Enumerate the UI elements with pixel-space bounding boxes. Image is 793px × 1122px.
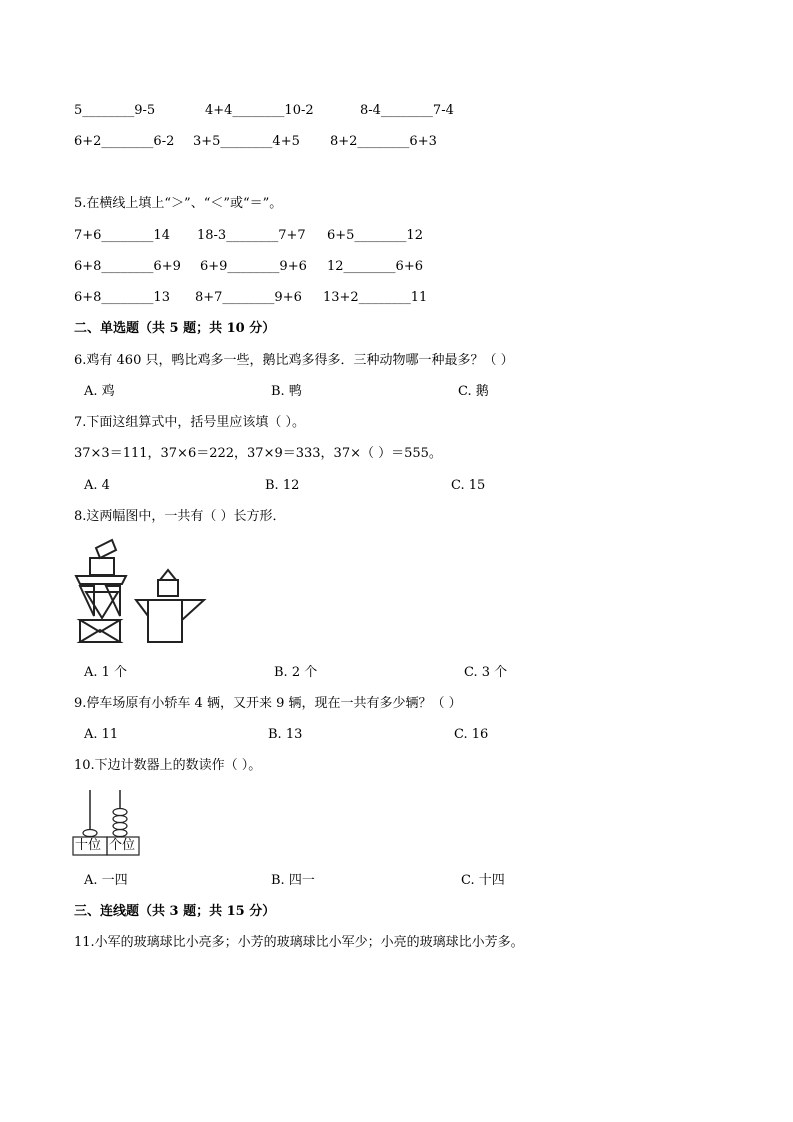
- q8-text: 8.这两幅图中，一共有（ ）长方形．: [74, 509, 286, 524]
- tens-beads: [83, 830, 97, 837]
- q5-row-3-col3: 13+2________11: [323, 290, 428, 305]
- q4-row-2-col2: [193, 134, 300, 150]
- q4-item: 5________9-5: [74, 103, 156, 118]
- handle-triangle-shape: [182, 600, 204, 620]
- q5-prompt: 5.在横线上填上“＞”、“＜”或“＝”。: [74, 196, 283, 211]
- q6-text: 6.鸡有 460 只，鸭比鸡多一些，鹅比鸡多得多．三种动物哪一种最多？（ ）: [74, 353, 514, 368]
- q4-item: 8-4________7-4: [360, 103, 454, 118]
- q8-option-b[interactable]: B. 2 个: [274, 665, 318, 680]
- q5-row-1-col2: 18-3________7+7: [197, 228, 306, 243]
- q7-formula: 37×3＝111，37×6＝222，37×9＝333，37×（ ）＝555。: [74, 446, 442, 461]
- q5-row-1-col1: 7+6________14: [74, 228, 170, 243]
- q4-row-2-col3: [330, 134, 437, 150]
- q4-row-1-col2: [205, 103, 314, 119]
- q8-figures: [74, 536, 209, 648]
- abacus-bead: [113, 823, 127, 830]
- q9-option-b[interactable]: B. 13: [268, 727, 303, 742]
- q4-item: 8+2________6+3: [330, 134, 437, 149]
- q4-item: 4+4________10-2: [205, 103, 314, 118]
- roof-triangle-shape: [160, 570, 176, 580]
- q6-option-c[interactable]: C. 鹅: [458, 384, 489, 399]
- abacus-ones-label: 个位: [109, 838, 136, 853]
- q4-row-1-col3: [360, 103, 454, 119]
- q7-option-b[interactable]: B. 12: [265, 478, 300, 493]
- tilted-square-shape: [96, 540, 116, 558]
- abacus-bead: [113, 830, 127, 837]
- q5-row-3-col2: 8+7________9+6: [195, 290, 302, 305]
- body-square-shape: [148, 600, 182, 642]
- q10-option-a[interactable]: A. 一四: [84, 873, 128, 888]
- q4-row-2: [74, 134, 174, 150]
- q10-option-b[interactable]: B. 四一: [271, 873, 315, 888]
- ones-beads: [113, 809, 127, 837]
- q6-option-a[interactable]: A. 鸡: [84, 384, 115, 399]
- q9-option-a[interactable]: A. 11: [84, 727, 119, 742]
- q6-option-b[interactable]: B. 鸭: [271, 384, 302, 399]
- q8-option-c[interactable]: C. 3 个: [464, 665, 508, 680]
- q8-option-a[interactable]: A. 1 个: [84, 665, 128, 680]
- q4-item: 6+2________6-2: [74, 134, 175, 149]
- abacus-tens-label: 十位: [75, 838, 102, 853]
- section-3-title: 三、连线题（共 3 题；共 15 分）: [74, 904, 276, 919]
- q9-text: 9.停车场原有小轿车 4 辆，又开来 9 辆，现在一共有多少辆？（ ）: [74, 696, 462, 711]
- body-top-rectangle-shape: [158, 580, 178, 596]
- spout-triangle-shape: [136, 600, 148, 616]
- abacus-bead: [113, 816, 127, 823]
- q10-text: 10.下边计数器上的数读作（ ）。: [74, 758, 262, 773]
- head-rectangle-shape: [90, 558, 114, 575]
- trapezoid-shape: [76, 576, 126, 584]
- q7-text: 7.下面这组算式中，括号里应该填（ ）。: [74, 415, 306, 430]
- abacus-bead: [83, 830, 97, 837]
- q5-row-2-col3: 12________6+6: [327, 259, 423, 274]
- q7-option-c[interactable]: C. 15: [451, 478, 486, 493]
- section-2-title: 二、单选题（共 5 题；共 10 分）: [74, 321, 276, 336]
- triangle-shape: [86, 592, 118, 618]
- q5-row-2-col1: 6+8________6+9: [74, 259, 181, 274]
- q10-option-c[interactable]: C. 十四: [461, 873, 505, 888]
- q11-text: 11.小军的玻璃球比小亮多；小芳的玻璃球比小军少；小亮的玻璃球比小芳多。: [74, 935, 524, 950]
- q5-row-2-col2: 6+9________9+6: [200, 259, 307, 274]
- q5-row-3-col1: 6+8________13: [74, 290, 170, 305]
- q7-option-a[interactable]: A. 4: [84, 478, 110, 493]
- abacus-bead: [113, 809, 127, 816]
- q4-row-1: [74, 103, 155, 119]
- q5-row-1-col3: 6+5________12: [327, 228, 423, 243]
- q4-item: 3+5________4+5: [193, 134, 300, 149]
- q9-option-c[interactable]: C. 16: [454, 727, 489, 742]
